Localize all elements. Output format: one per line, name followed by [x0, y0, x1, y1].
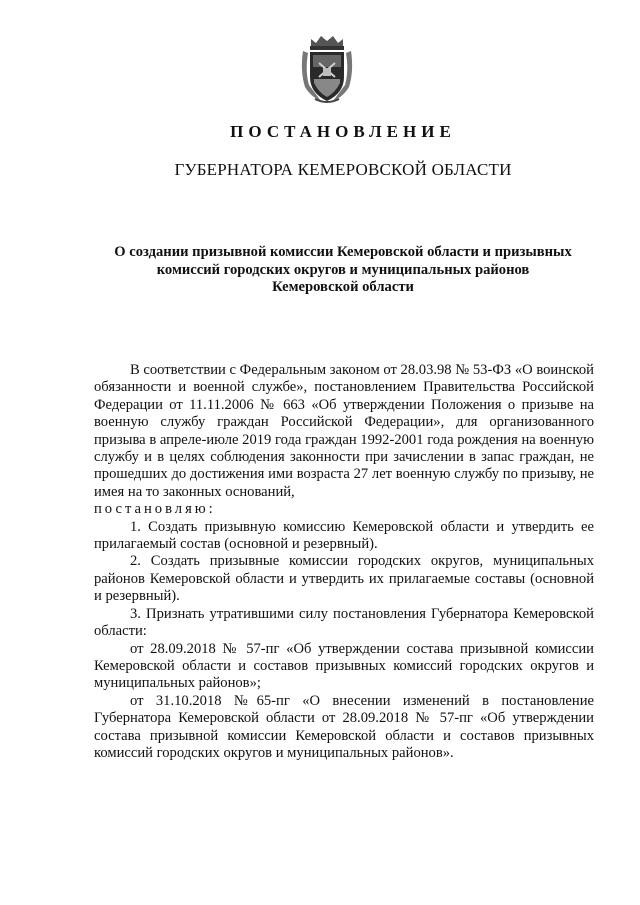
document-title-line: О создании призывной комиссии Кемеровской области и призывных — [114, 244, 572, 260]
resolve-word: постановляю: — [94, 501, 216, 518]
clause-2: 2. Создать призывные комиссии городских округов, муниципальных районов Кемеровской области и утвердить их прилагаемые составы (основной и резервный). — [94, 553, 594, 605]
document-title-line: комиссий городских округов и муниципальных районов — [156, 261, 530, 278]
document-title-line: Кемеровской области — [272, 279, 414, 295]
preamble-paragraph: В соответствии с Федеральным законом от 28.03.98 № 53-ФЗ «О воинской обязанности и военной службе», постановлением Правительства Российской Федерации от 11.11.2006 № 663 «Об утверждении Положения о призыве на военную службу граждан Российской Федерации», для организованного призыва в апреле-июле 2019 года граждан 1992-2001 года рождения на военную службу и в целях соблюдения законности при зачислении в запас граждан, не прошедших до достижения ими возраста 27 лет военную службу по призыву, не имея на то законных оснований, — [94, 362, 594, 500]
coat-of-arms-icon — [299, 33, 355, 105]
issuing-authority: ГУБЕРНАТОРА КЕМЕРОВСКОЙ ОБЛАСТИ — [174, 160, 512, 179]
document-type-heading: ПОСТАНОВЛЕНИЕ — [230, 122, 456, 141]
clause-3-subitem: от 31.10.2018 №65-пг «О внесении изменений в постановление Губернатора Кемеровской области от 28.09.2018 № 57-пг «Об утверждении состава призывной комиссии Кемеровской области и составов призывных комиссий городских округов и муниципальных районов». — [94, 692, 594, 761]
document-body — [94, 362, 594, 762]
document-title — [70, 244, 616, 297]
clause-3-subitem: от 28.09.2018 № 57-пг «Об утверждении состава призывной комиссии Кемеровской области и составов призывных комиссий городских округов и муниципальных районов»; — [94, 640, 594, 692]
clause-3: 3. Признать утратившими силу постановления Губернатора Кемеровской области: — [94, 605, 594, 640]
clause-1: 1. Создать призывную комиссию Кемеровской области и утвердить ее прилагаемый состав (основной и резервный). — [94, 518, 594, 553]
